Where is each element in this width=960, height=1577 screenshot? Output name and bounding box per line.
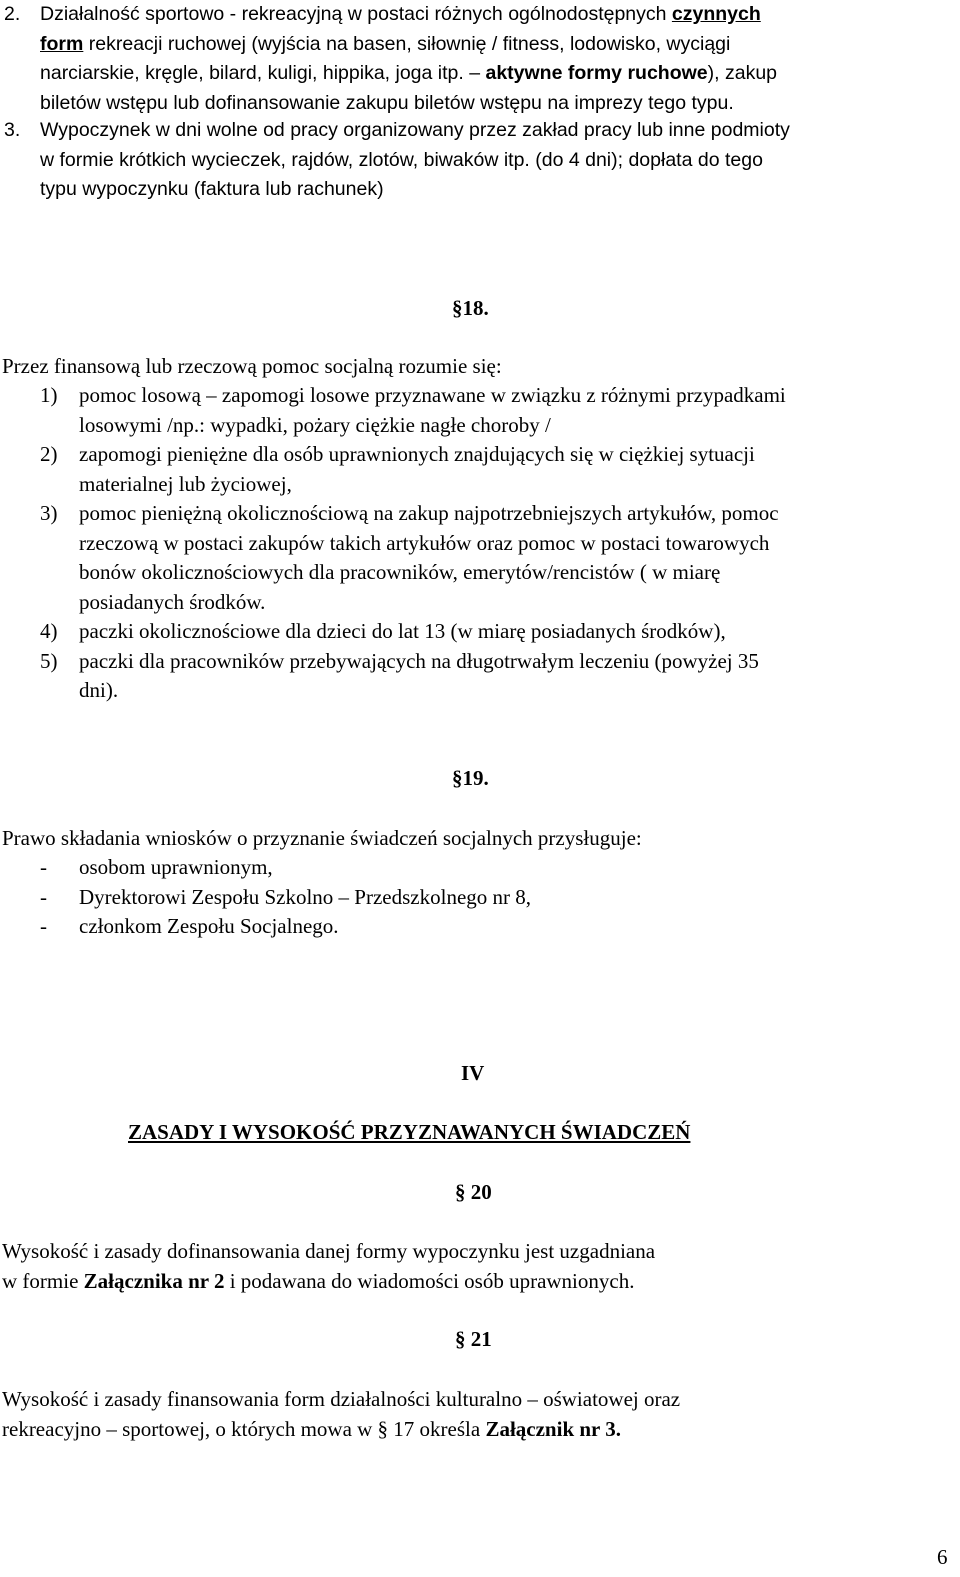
paragraph-line: biletów wstępu lub dofinansowanie zakupu biletów wstępu na imprezy tego typu.: [40, 91, 734, 114]
section-18-intro: Przez finansową lub rzeczową pomoc socjalną rozumie się:: [2, 354, 502, 378]
list-item-3: [4, 116, 954, 205]
paragraph-line: w formie krótkich wycieczek, rajdów, zlotów, biwaków itp. (do 4 dni); dopłata do tego: [40, 148, 763, 171]
page-number: 6: [937, 1545, 948, 1569]
paragraph-line: narciarskie, kręgle, bilard, kuligi, hippika, joga itp. – aktywne formy ruchowe), zakup: [40, 62, 778, 84]
list-item-2: [4, 0, 954, 118]
section-18-list: [40, 381, 955, 706]
chapter-number: IV: [461, 1061, 485, 1085]
list-number: 2.: [4, 3, 21, 25]
section-heading-19: §19.: [452, 766, 489, 790]
paragraph-line: form rekreacji ruchowej (wyjścia na basen, siłownię / fitness, lodowisko, wyciągi: [40, 32, 731, 55]
section-heading-21: § 21: [455, 1327, 492, 1351]
chapter-title: ZASADY I WYSOKOŚĆ PRZYZNAWANYCH ŚWIADCZEŃ: [128, 1120, 691, 1144]
list-item: - Dyrektorowi Zespołu Szkolno – Przedszkolnego nr 8,: [40, 884, 532, 909]
paragraph-line: typu wypoczynku (faktura lub rachunek): [40, 178, 384, 200]
list-item: 5) paczki dla pracowników przebywających na długotrwałym leczeniu (powyżej 35 dni).: [40, 648, 759, 702]
paragraph-line: Działalność sportowo - rekreacyjną w postaci różnych ogólnodostępnych czynnych: [40, 3, 761, 25]
paragraph-line: Wypoczynek w dni wolne od pracy organizowany przez zakład pracy lub inne podmioty: [40, 119, 790, 141]
section-19-intro: Prawo składania wniosków o przyznanie świadczeń socjalnych przysługuje:: [2, 826, 642, 850]
list-item: 1) pomoc losową – zapomogi losowe przyznawane w związku z różnymi przypadkami losowymi /np.: wypadki, pożary ciężkie nagłe choroby /: [40, 383, 786, 437]
list-item: 4) paczki okolicznościowe dla dzieci do lat 13 (w miarę posiadanych środków),: [40, 619, 726, 643]
list-item: - członkom Zespołu Socjalnego.: [40, 914, 339, 938]
list-number: 3.: [4, 119, 21, 141]
section-heading-20: § 20: [455, 1180, 492, 1204]
list-item: - osobom uprawnionym,: [40, 855, 273, 879]
section-20-body: Wysokość i zasady dofinansowania danej formy wypoczynku jest uzgadniana w formie Załącznika nr 2 i podawana do wiadomości osób uprawnionych.: [2, 1239, 656, 1293]
section-19-list: [40, 853, 940, 942]
list-item: 3) pomoc pieniężną okolicznościową na zakup najpotrzebniejszych artykułów, pomoc rzeczową w postaci zakupów takich artykułów oraz pomoc w postaci towarowych bonów okolicznościowych dla pracowników, emerytów/rencistów ( w miarę posiadanych środków.: [40, 501, 779, 614]
section-heading-18: §18.: [452, 296, 489, 320]
section-21-body: Wysokość i zasady finansowania form działalności kulturalno – oświatowej oraz rekreacyjno – sportowej, o których mowa w § 17 określa Załącznik nr 3.: [2, 1387, 681, 1441]
list-item: 2) zapomogi pieniężne dla osób uprawnionych znajdujących się w ciężkiej sytuacji materialnej lub życiowej,: [40, 442, 755, 496]
